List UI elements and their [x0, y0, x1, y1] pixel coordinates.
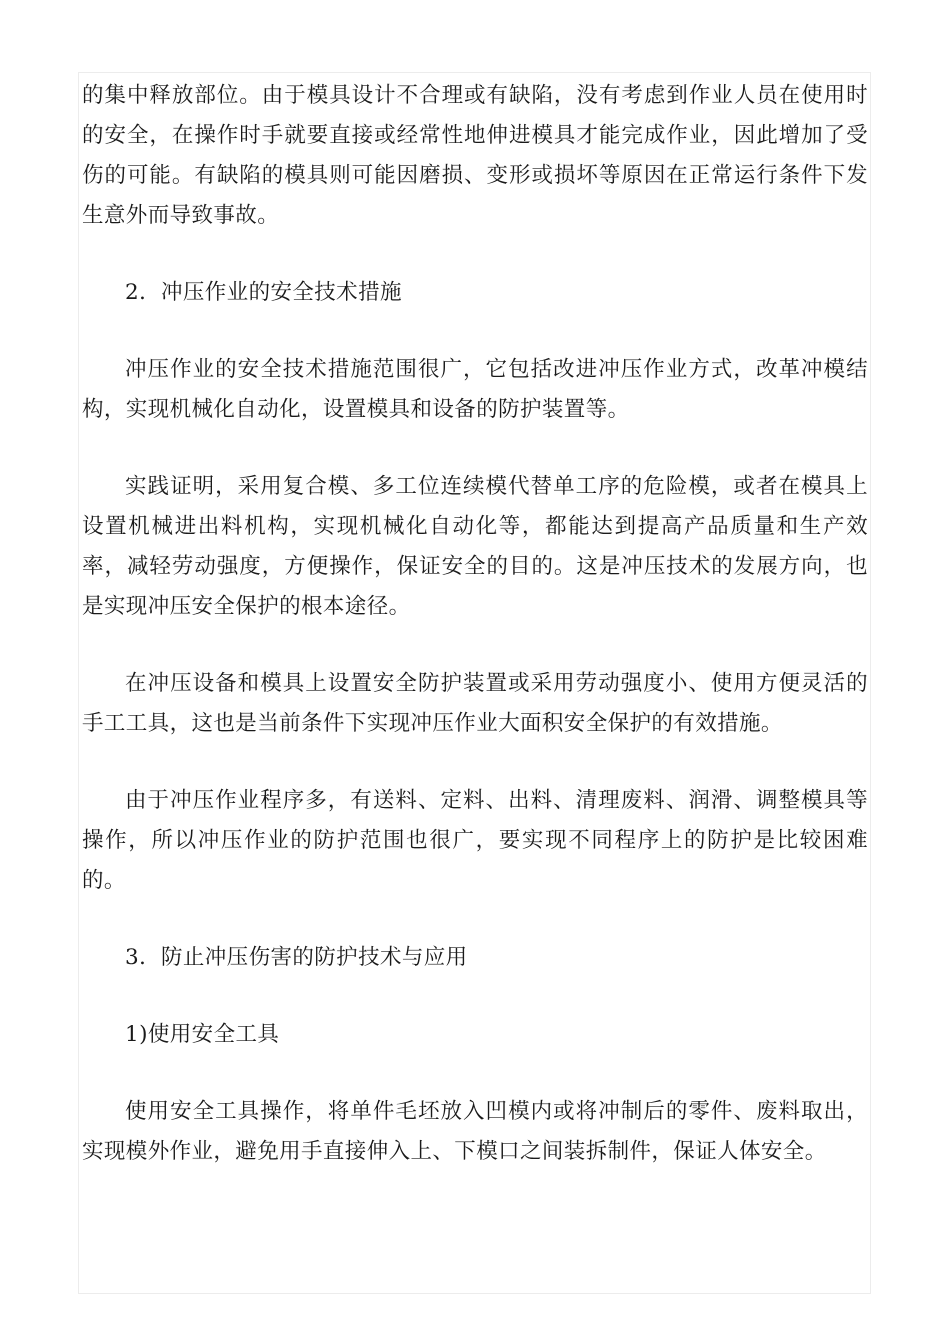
paragraph-measures-scope: 冲压作业的安全技术措施范围很广，它包括改进冲压作业方式，改革冲模结构，实现机械化自动化，设置模具和设备的防护装置等。 [82, 357, 868, 422]
section-heading-2: 2．冲压作业的安全技术措施 [125, 280, 402, 305]
paragraph-continued: 的集中释放部位。由于模具设计不合理或有缺陷，没有考虑到作业人员在使用时的安全，在操作时手就要直接或经常性地伸进模具才能完成作业，因此增加了受伤的可能。有缺陷的模具则可能因磨损、变形或损坏等原因在正常运行条件下发生意外而导致事故。 [82, 83, 868, 228]
subsection-heading-1: 1)使用安全工具 [125, 1022, 280, 1047]
paragraph-practice-proof: 实践证明，采用复合模、多工位连续模代替单工序的危险模，或者在模具上设置机械进出料机构，实现机械化自动化等，都能达到提高产品质量和生产效率，减轻劳动强度，方便操作，保证安全的目的。这是冲压技术的发展方向，也是实现冲压安全保护的根本途径。 [82, 474, 868, 619]
paragraph-protective-devices: 在冲压设备和模具上设置安全防护装置或采用劳动强度小、使用方便灵活的手工工具，这也是当前条件下实现冲压作业大面积安全保护的有效措施。 [82, 671, 868, 736]
document-body [82, 76, 868, 1172]
paragraph-safety-tools: 使用安全工具操作，将单件毛坯放入凹模内或将冲制后的零件、废料取出，实现模外作业，避免用手直接伸入上、下模口之间装拆制件，保证人体安全。 [82, 1099, 868, 1164]
paragraph-procedures: 由于冲压作业程序多，有送料、定料、出料、清理废料、润滑、调整模具等操作，所以冲压作业的防护范围也很广，要实现不同程序上的防护是比较困难的。 [82, 788, 868, 893]
section-heading-3: 3．防止冲压伤害的防护技术与应用 [125, 945, 468, 970]
